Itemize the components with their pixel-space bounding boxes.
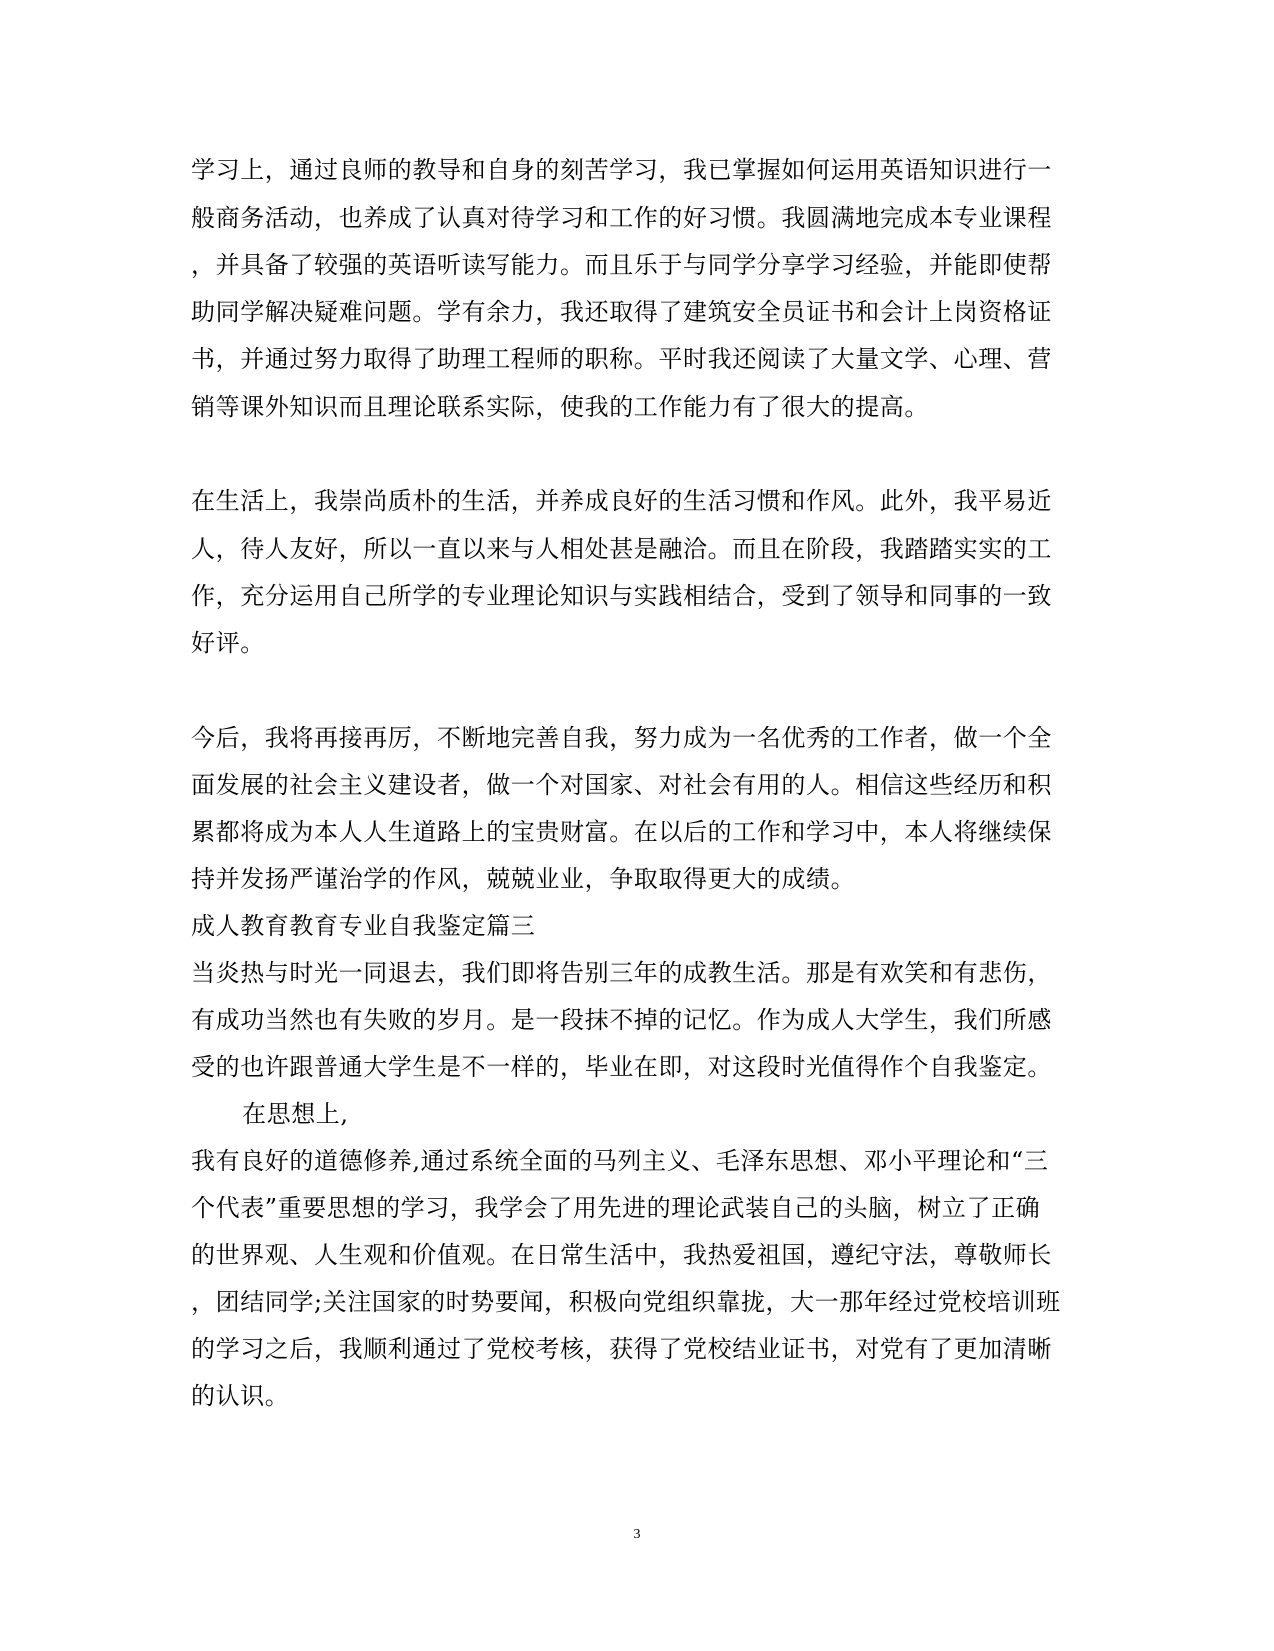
paragraph-7-line-2: 个代表”重要思想的学习，我学会了用先进的理论武装自己的头脑，树立了正确 bbox=[191, 1194, 1041, 1222]
paragraph-7-line-4: ，团结同学;关注国家的时势要闻，积极向党组织靠拢，大一那年经过党校培训班 bbox=[191, 1288, 1061, 1316]
page-number: 3 bbox=[633, 1527, 641, 1542]
paragraph-1-line-5: 书，并通过努力取得了助理工程师的职称。平时我还阅读了大量文学、心理、营 bbox=[191, 345, 1052, 373]
subheading-thought: 在思想上, bbox=[242, 1100, 349, 1128]
paragraph-7-line-3: 的世界观、人生观和价值观。在日常生活中，我热爱祖国，遵纪守法，尊敬师长 bbox=[191, 1241, 1052, 1269]
paragraph-3-line-4: 持并发扬严谨治学的作风，兢兢业业，争取取得更大的成绩。 bbox=[191, 865, 856, 893]
paragraph-5-line-3: 受的也许跟普通大学生是不一样的，毕业在即，对这段时光值得作个自我鉴定。 bbox=[191, 1053, 1052, 1081]
paragraph-1-line-2: 般商务活动，也养成了认真对待学习和工作的好习惯。我圆满地完成本专业课程 bbox=[191, 204, 1052, 232]
paragraph-5-line-2: 有成功当然也有失败的岁月。是一段抹不掉的记忆。作为成人大学生，我们所感 bbox=[191, 1006, 1052, 1034]
paragraph-1-line-1: 学习上，通过良师的教导和自身的刻苦学习，我已掌握如何运用英语知识进行一 bbox=[191, 156, 1052, 184]
paragraph-3-line-3: 累都将成为本人人生道路上的宝贵财富。在以后的工作和学习中，本人将继续保 bbox=[191, 818, 1052, 846]
paragraph-2-line-2: 人，待人友好，所以一直以来与人相处甚是融洽。而且在阶段，我踏踏实实的工 bbox=[191, 535, 1052, 563]
paragraph-1-line-4: 助同学解决疑难问题。学有余力，我还取得了建筑安全员证书和会计上岗资格证 bbox=[191, 298, 1052, 326]
paragraph-3-line-2: 面发展的社会主义建设者，做一个对国家、对社会有用的人。相信这些经历和积 bbox=[191, 771, 1052, 799]
paragraph-2-line-1: 在生活上，我崇尚质朴的生活，并养成良好的生活习惯和作风。此外，我平易近 bbox=[191, 487, 1052, 515]
paragraph-2-line-3: 作，充分运用自己所学的专业理论知识与实践相结合，受到了领导和同事的一致 bbox=[191, 582, 1052, 610]
paragraph-1-line-3: ，并具备了较强的英语听读写能力。而且乐于与同学分享学习经验，并能即使帮 bbox=[191, 251, 1052, 279]
paragraph-1-line-6: 销等课外知识而且理论联系实际，使我的工作能力有了很大的提高。 bbox=[191, 393, 929, 421]
paragraph-2-line-4: 好评。 bbox=[191, 629, 265, 657]
section-heading: 成人教育教育专业自我鉴定篇三 bbox=[191, 912, 536, 940]
paragraph-3-line-1: 今后，我将再接再厉，不断地完善自我，努力成为一名优秀的工作者，做一个全 bbox=[191, 724, 1052, 752]
paragraph-7-line-1: 我有良好的道德修养,通过系统全面的马列主义、毛泽东思想、邓小平理论和“三 bbox=[191, 1147, 1049, 1175]
paragraph-7-line-6: 的认识。 bbox=[191, 1382, 290, 1410]
paragraph-5-line-1: 当炎热与时光一同退去，我们即将告别三年的成教生活。那是有欢笑和有悲伤， bbox=[191, 959, 1052, 987]
paragraph-7-line-5: 的学习之后，我顺利通过了党校考核，获得了党校结业证书，对党有了更加清晰 bbox=[191, 1335, 1052, 1363]
